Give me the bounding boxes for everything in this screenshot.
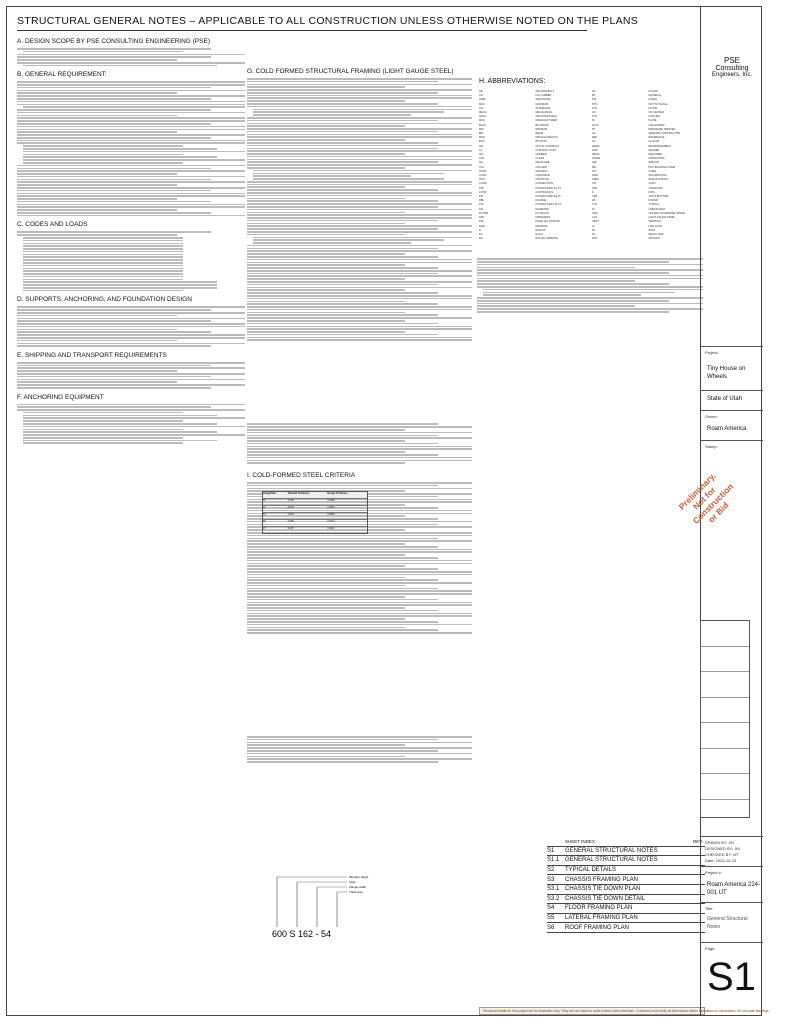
sheet-number: S3.2 bbox=[547, 895, 560, 902]
abbreviation-entry: NUMBER bbox=[535, 153, 547, 157]
designed-by: DESIGNED BY: JM bbox=[705, 846, 740, 851]
table-row: 33 0.033 0.0346 bbox=[263, 499, 367, 506]
abbreviation-entry: PSL bbox=[479, 220, 484, 224]
abbreviation-entry: DL bbox=[592, 232, 596, 236]
abbreviation-entry: LGS bbox=[592, 216, 598, 220]
abbreviation-entry: TYP bbox=[592, 203, 598, 207]
abbreviations-list bbox=[479, 90, 701, 241]
page-label: Page: bbox=[705, 946, 716, 951]
sheet-number: S5 bbox=[547, 915, 555, 922]
sheet-description: TYPICAL DETAILS bbox=[565, 867, 617, 874]
abbreviation-entry: RADIUS bbox=[535, 228, 546, 232]
abbreviation-entry: R bbox=[479, 228, 481, 232]
abbreviation-entry: OC bbox=[592, 111, 596, 115]
abbreviation-entry: COLUMN bbox=[535, 165, 547, 169]
abbreviation-entry: FTG bbox=[592, 115, 598, 119]
sheet-title: STRUCTURAL GENERAL NOTES – APPLICABLE TO ALL CONSTRUCTION UNLESS OTHERWISE NOTED ON THE PLANS bbox=[17, 15, 587, 31]
abbreviation-entry: CONNECTION bbox=[535, 182, 553, 186]
section-heading-codes-loads: C. CODES AND LOADS bbox=[17, 221, 88, 229]
table-row: 97 0.097 0.1017 bbox=[263, 527, 335, 530]
abbreviation-entry: LB bbox=[592, 199, 596, 203]
sheet-description: CHASSIS TIE DOWN DETAIL bbox=[565, 895, 646, 902]
diagram-note: Thickness bbox=[349, 890, 363, 894]
abbreviation-entry: AB bbox=[479, 90, 483, 93]
abbreviation-entry: BOT bbox=[479, 140, 485, 144]
sheet-index-row bbox=[547, 923, 705, 933]
abbreviation-entry: STD bbox=[592, 186, 598, 190]
abbreviation-entry: STEEL bbox=[648, 169, 657, 173]
abbreviation-entry: JOIST bbox=[648, 182, 656, 186]
sheet-description: CHASSIS FRAMING PLAN bbox=[565, 876, 639, 883]
sheet-index-row bbox=[547, 856, 705, 866]
abbreviation-entry: DEAD LOAD bbox=[648, 232, 664, 236]
abbreviation-entry: MAXIMUM bbox=[535, 102, 549, 106]
abbreviation-entry: GC bbox=[592, 132, 596, 136]
abbreviation-entry: DIM bbox=[479, 216, 484, 220]
abbreviation-entry: CONTINUOUS bbox=[535, 190, 553, 194]
stud-designation-label: 600 S 162 - 54 bbox=[272, 929, 332, 939]
sheet-index-row bbox=[547, 914, 705, 924]
abbreviation-entry: LF bbox=[592, 207, 596, 211]
sheet-description: LATERAL FRAMING PLAN bbox=[565, 915, 638, 922]
abbreviation-entry: K bbox=[592, 190, 594, 194]
section-heading-design-scope: A. DESIGN SCOPE BY PSE CONSULTING ENGINEERING (PSE) bbox=[17, 38, 210, 45]
abbreviation-entry: TOP & BOTTOM bbox=[648, 195, 668, 199]
sheet-title-label: Title: bbox=[705, 906, 714, 911]
abbreviation-entry: POUNDS PER SQ FT bbox=[535, 186, 562, 190]
diagram-note: Flange width bbox=[349, 885, 367, 889]
abbreviation-entry: TYPICAL bbox=[648, 203, 660, 207]
abbreviation-entry: OPNG bbox=[479, 169, 487, 173]
abbreviation-entry: NTS bbox=[592, 102, 598, 106]
abbreviation-entry: ALTERNATE bbox=[535, 106, 551, 110]
abbreviation-entry: PLF bbox=[479, 203, 484, 207]
sheet-number: S3.1 bbox=[547, 886, 560, 893]
abbreviation-entry: PARALLEL STRAND bbox=[535, 220, 560, 224]
abbreviation-entry: STL bbox=[592, 169, 597, 173]
abbreviation-entry: DWG bbox=[479, 224, 486, 228]
table-header: Nominal Thickness bbox=[287, 492, 310, 495]
abbreviation-entry: MIN bbox=[479, 127, 484, 131]
abbreviation-entry: PSF bbox=[479, 186, 485, 190]
abbreviation-entry: POUNDS PER SQ IN bbox=[535, 195, 561, 199]
abbreviation-entry: GLULAM bbox=[648, 140, 660, 144]
abbreviation-entry: FG bbox=[592, 90, 596, 93]
section-heading-supports: D. SUPPORTS, ANCHORING, AND FOUNDATION DESIGN bbox=[17, 296, 192, 304]
sheet-description: ROOF FRAMING PLAN bbox=[565, 924, 630, 931]
abbreviation-entry: SIMILAR bbox=[648, 161, 659, 165]
abbreviation-entry: DIAMETER bbox=[535, 207, 549, 211]
section-heading-abbreviations: H. ABBREVIATIONS: bbox=[479, 78, 546, 85]
abbreviation-entry: HORIZ bbox=[592, 157, 601, 161]
abbreviation-entry: POUNDS PER LIN FT bbox=[535, 203, 562, 207]
abbreviations-block bbox=[479, 73, 701, 241]
abbreviation-entry: REQUIRED bbox=[648, 153, 663, 157]
abbreviation-entry: DIA bbox=[479, 207, 484, 211]
abbreviation-entry: MATERIAL bbox=[648, 94, 662, 98]
abbreviation-entry: ARCHITECTURAL bbox=[535, 115, 558, 119]
project-number-label: Project #: bbox=[705, 870, 722, 875]
footer-disclaimer: Structural details for this project are for illustration only. They are not drawn to scale unless noted otherwise. Contractor must verify all dimensions before fabrication or construction. Do not scale drawings. bbox=[479, 1007, 705, 1015]
abbreviation-entry: MAX bbox=[479, 102, 485, 106]
checked-by: CHECKED BY: NT bbox=[705, 852, 739, 857]
abbreviation-entry: W/O bbox=[592, 237, 598, 241]
abbreviation-entry: BLOCKING bbox=[535, 123, 549, 127]
preliminary-stamp: Preliminary, Not for Construction or Bid bbox=[676, 470, 736, 526]
table-header: Gauge/Size bbox=[263, 492, 276, 495]
owner-name: Roam America bbox=[707, 426, 747, 432]
table-row: 54 0.054 0.0566 bbox=[263, 513, 367, 520]
sheet-number: S1.1 bbox=[547, 857, 560, 864]
abbreviation-entry: W/ bbox=[592, 228, 596, 232]
abbreviation-entry: ARCH bbox=[479, 115, 487, 119]
abbreviation-entry: CONTROL JOINT bbox=[535, 148, 557, 152]
diagram-note: Member depth bbox=[349, 875, 369, 879]
sheet-index-row bbox=[547, 847, 705, 857]
abbreviation-entry: PLYWD bbox=[479, 211, 489, 215]
abbreviation-entry: OPPOSITE bbox=[535, 178, 549, 182]
abbreviation-entry: NEAR SIDE bbox=[535, 161, 550, 165]
drawn-by: DRAWN BY: JM bbox=[705, 840, 734, 845]
abbreviation-entry: OPP bbox=[479, 178, 485, 182]
abbreviation-entry: REINFORCEMENT bbox=[648, 144, 672, 148]
abbreviation-entry: HORIZONTAL bbox=[648, 157, 666, 161]
abbreviation-entry: NOT IN CONTRACT bbox=[535, 144, 560, 148]
sheet-index-row bbox=[547, 866, 705, 876]
abbreviation-entry: FLOOR bbox=[648, 106, 658, 110]
issue-date: Date: 2024-10-23 bbox=[705, 858, 737, 863]
abbreviation-entry: GALV bbox=[592, 123, 599, 127]
abbreviation-entry: FLR bbox=[592, 106, 597, 110]
abbreviation-entry: HEADER bbox=[648, 148, 660, 152]
abbreviation-entry: POUND bbox=[648, 199, 658, 203]
abbreviation-entry: SIM bbox=[592, 161, 597, 165]
project-state: State of Utah bbox=[707, 396, 743, 402]
abbreviation-entry: ADDITIONAL bbox=[535, 98, 552, 102]
abbreviation-entry: CJ bbox=[479, 148, 483, 152]
abbreviation-entry: DBL bbox=[479, 199, 485, 203]
abbreviation-entry: MECHANICAL bbox=[535, 111, 553, 115]
abbreviation-entry: INTL BUILDING CODE bbox=[648, 165, 676, 169]
drawing-sheet bbox=[6, 6, 770, 1016]
abbreviation-entry: CLR bbox=[479, 157, 485, 161]
table-row: 43 0.043 0.0451 bbox=[263, 506, 367, 513]
abbreviation-entry: CONN bbox=[479, 182, 487, 186]
abbreviation-entry: PLYWOOD bbox=[535, 211, 549, 215]
sheet-index-row bbox=[547, 885, 705, 895]
abbreviation-entry: CONCRETE bbox=[535, 174, 551, 178]
section-heading-shipping: E. SHIPPING AND TRANSPORT REQUIREMENTS bbox=[17, 351, 167, 359]
stud-designation-diagram bbox=[247, 867, 367, 962]
sheet-description: CHASSIS TIE DOWN PLAN bbox=[565, 886, 641, 893]
abbreviation-entry: PLATE bbox=[648, 119, 657, 123]
abbreviation-entry: LINEAR FEET bbox=[648, 207, 666, 211]
section-heading-general-requirement: B. GENERAL REQUIREMENT: bbox=[17, 71, 107, 79]
abbreviation-entry: MINIMUM bbox=[535, 127, 548, 131]
page-number: S1 bbox=[707, 955, 756, 999]
abbreviation-entry: WITHOUT bbox=[648, 237, 661, 241]
abbreviation-entry: CONC bbox=[479, 174, 487, 178]
abbreviation-entry: CONT bbox=[479, 190, 487, 194]
abbreviation-entry: FIN bbox=[592, 98, 597, 102]
stamp-label: Stamp: bbox=[705, 444, 718, 449]
gauge-thickness-table bbox=[262, 491, 368, 534]
sheet-number: S1 bbox=[547, 847, 555, 854]
abbreviation-entry: T&B bbox=[592, 195, 598, 199]
abbreviation-entry: GL bbox=[592, 140, 596, 144]
owner-label: Owner: bbox=[705, 414, 718, 419]
diagram-note: Style bbox=[349, 880, 356, 884]
abbreviation-entry: PT bbox=[592, 127, 596, 131]
abbreviation-entry: NOT TO SCALE bbox=[648, 102, 668, 106]
abbreviation-entry: INFO bbox=[592, 174, 599, 178]
abbreviation-entry: HDR bbox=[592, 148, 598, 152]
project-name: Tiny House on Wheels bbox=[707, 366, 746, 380]
abbreviation-entry: ALT bbox=[479, 106, 484, 110]
abbreviation-entry: MECH bbox=[479, 111, 487, 115]
abbreviation-entry: CLEAR bbox=[535, 157, 545, 161]
abbreviation-entry: UNO bbox=[592, 211, 598, 215]
notes-column-3 bbox=[477, 257, 703, 827]
abbreviation-entry: INFORMATION bbox=[648, 174, 667, 178]
abbreviation-entry: NO bbox=[479, 153, 483, 157]
abbreviation-entry: JST bbox=[592, 182, 597, 186]
section-heading-cold-formed-criteria: I. COLD-FORMED STEEL CRITERIA bbox=[247, 471, 356, 479]
abbreviation-entry: OPENING bbox=[535, 169, 548, 173]
section-heading-anchoring: F. ANCHORING EQUIPMENT bbox=[17, 393, 104, 401]
abbreviation-entry: FINISH bbox=[648, 98, 658, 102]
abbreviation-entry: RO bbox=[479, 237, 483, 241]
abbreviation-entry: VERTICAL bbox=[648, 220, 662, 224]
abbreviation-entry: SPECIFICATION bbox=[648, 178, 669, 182]
abbreviation-entry: SPEC bbox=[592, 178, 600, 182]
abbreviation-entry: PRESSURE TREATED bbox=[648, 127, 676, 131]
abbreviation-entry: LIGHT GAUGE STEEL bbox=[648, 216, 676, 220]
sheet-index-header: SHEET INDEX: bbox=[565, 838, 597, 844]
abbreviation-entry: BLKG bbox=[479, 123, 486, 127]
abbreviation-entry: NS bbox=[479, 161, 483, 165]
abbreviation-entry: FOOTING bbox=[648, 115, 661, 119]
abbreviation-entry: KIPS bbox=[648, 190, 655, 194]
abbreviation-entry: LVL LUMBER bbox=[535, 94, 552, 98]
abbreviation-entry: DRAWING bbox=[535, 224, 548, 228]
abbreviation-entry: GALVANIZED bbox=[648, 123, 665, 127]
abbreviation-entry: ADDL bbox=[479, 98, 486, 102]
abbreviation-entry: ANCHOR BOLT bbox=[535, 90, 555, 93]
abbreviation-entry: REQD bbox=[592, 153, 600, 157]
sheet-description: GENERAL STRUCTURAL NOTES bbox=[565, 857, 658, 864]
abbreviation-entry: COL bbox=[479, 165, 485, 169]
abbreviation-entry: BOTTOM bbox=[535, 140, 547, 144]
sheet-description: GENERAL STRUCTURAL NOTES bbox=[565, 847, 658, 854]
abbreviation-entry: DIMENSION bbox=[535, 216, 551, 220]
abbreviation-entry: REFERENCE bbox=[648, 136, 665, 140]
section-heading-cold-formed: G. COLD FORMED STRUCTURAL FRAMING (LIGHT GAUGE STEEL) bbox=[247, 68, 454, 75]
abbreviation-entry: PL bbox=[592, 119, 596, 123]
abbreviation-entry: REF bbox=[592, 136, 598, 140]
abbreviation-entry: LIVE LOAD bbox=[648, 224, 662, 228]
abbreviation-entry: LVL bbox=[479, 94, 484, 98]
abbreviation-entry: UNLESS OTHERWISE NOTED bbox=[648, 211, 686, 215]
abbreviation-entry: FOUND. bbox=[648, 90, 659, 93]
sheet-number: S2 bbox=[547, 867, 555, 874]
rev-header: REV. bbox=[693, 838, 704, 844]
sheet-number: S4 bbox=[547, 905, 555, 912]
sheet-number: S3 bbox=[547, 876, 555, 883]
abbreviation-entry: MT bbox=[592, 94, 596, 98]
abbreviation-entry: EACH bbox=[535, 232, 543, 236]
abbreviation-entry: MFR bbox=[479, 119, 485, 123]
revision-block bbox=[700, 620, 750, 818]
table-header: Design Thickness bbox=[327, 492, 348, 495]
abbreviation-entry: ON CENTER bbox=[648, 111, 664, 115]
abbreviation-entry: ROUGH OPENING bbox=[535, 237, 558, 241]
sheet-index-row bbox=[547, 895, 705, 905]
sheet-title-value: General Structural Notes bbox=[707, 916, 748, 930]
sheet-index bbox=[547, 837, 705, 933]
abbreviation-entry: NIC bbox=[479, 144, 484, 148]
abbreviation-entry: STANDARD bbox=[648, 186, 663, 190]
project-label: Project: bbox=[705, 350, 719, 355]
abbreviation-entry: REINF bbox=[592, 144, 600, 148]
firm-logo: PSE Consulting Engineers, Inc. bbox=[711, 56, 753, 78]
abbreviation-entry: MISC bbox=[479, 136, 486, 140]
sheet-index-row bbox=[547, 875, 705, 885]
table-row: 68 0.068 0.0713 bbox=[263, 520, 367, 527]
abbreviation-entry: BM bbox=[479, 132, 483, 136]
abbreviation-entry: WITH bbox=[648, 228, 656, 232]
sheet-number: S6 bbox=[547, 924, 555, 931]
abbreviation-entry: GENERAL CONTRACTOR bbox=[648, 132, 680, 136]
abbreviation-entry: IBC bbox=[592, 165, 597, 169]
abbreviation-entry: LL bbox=[592, 224, 595, 228]
project-number: Roam America 224-001 UT bbox=[707, 882, 761, 896]
sheet-description: FLOOR FRAMING PLAN bbox=[565, 905, 633, 912]
sheet-index-row bbox=[547, 904, 705, 914]
abbreviation-entry: PSI bbox=[479, 195, 484, 199]
abbreviation-entry: EA bbox=[479, 232, 483, 236]
notes-column-1 bbox=[17, 33, 245, 1003]
abbreviation-entry: DOUBLE bbox=[535, 199, 547, 203]
abbreviation-entry: MISCELLANEOUS bbox=[535, 136, 558, 140]
abbreviation-entry: MANUFACTURER bbox=[535, 119, 558, 123]
abbreviation-entry: BEAM bbox=[535, 132, 543, 136]
abbreviation-entry: VERT bbox=[592, 220, 599, 224]
